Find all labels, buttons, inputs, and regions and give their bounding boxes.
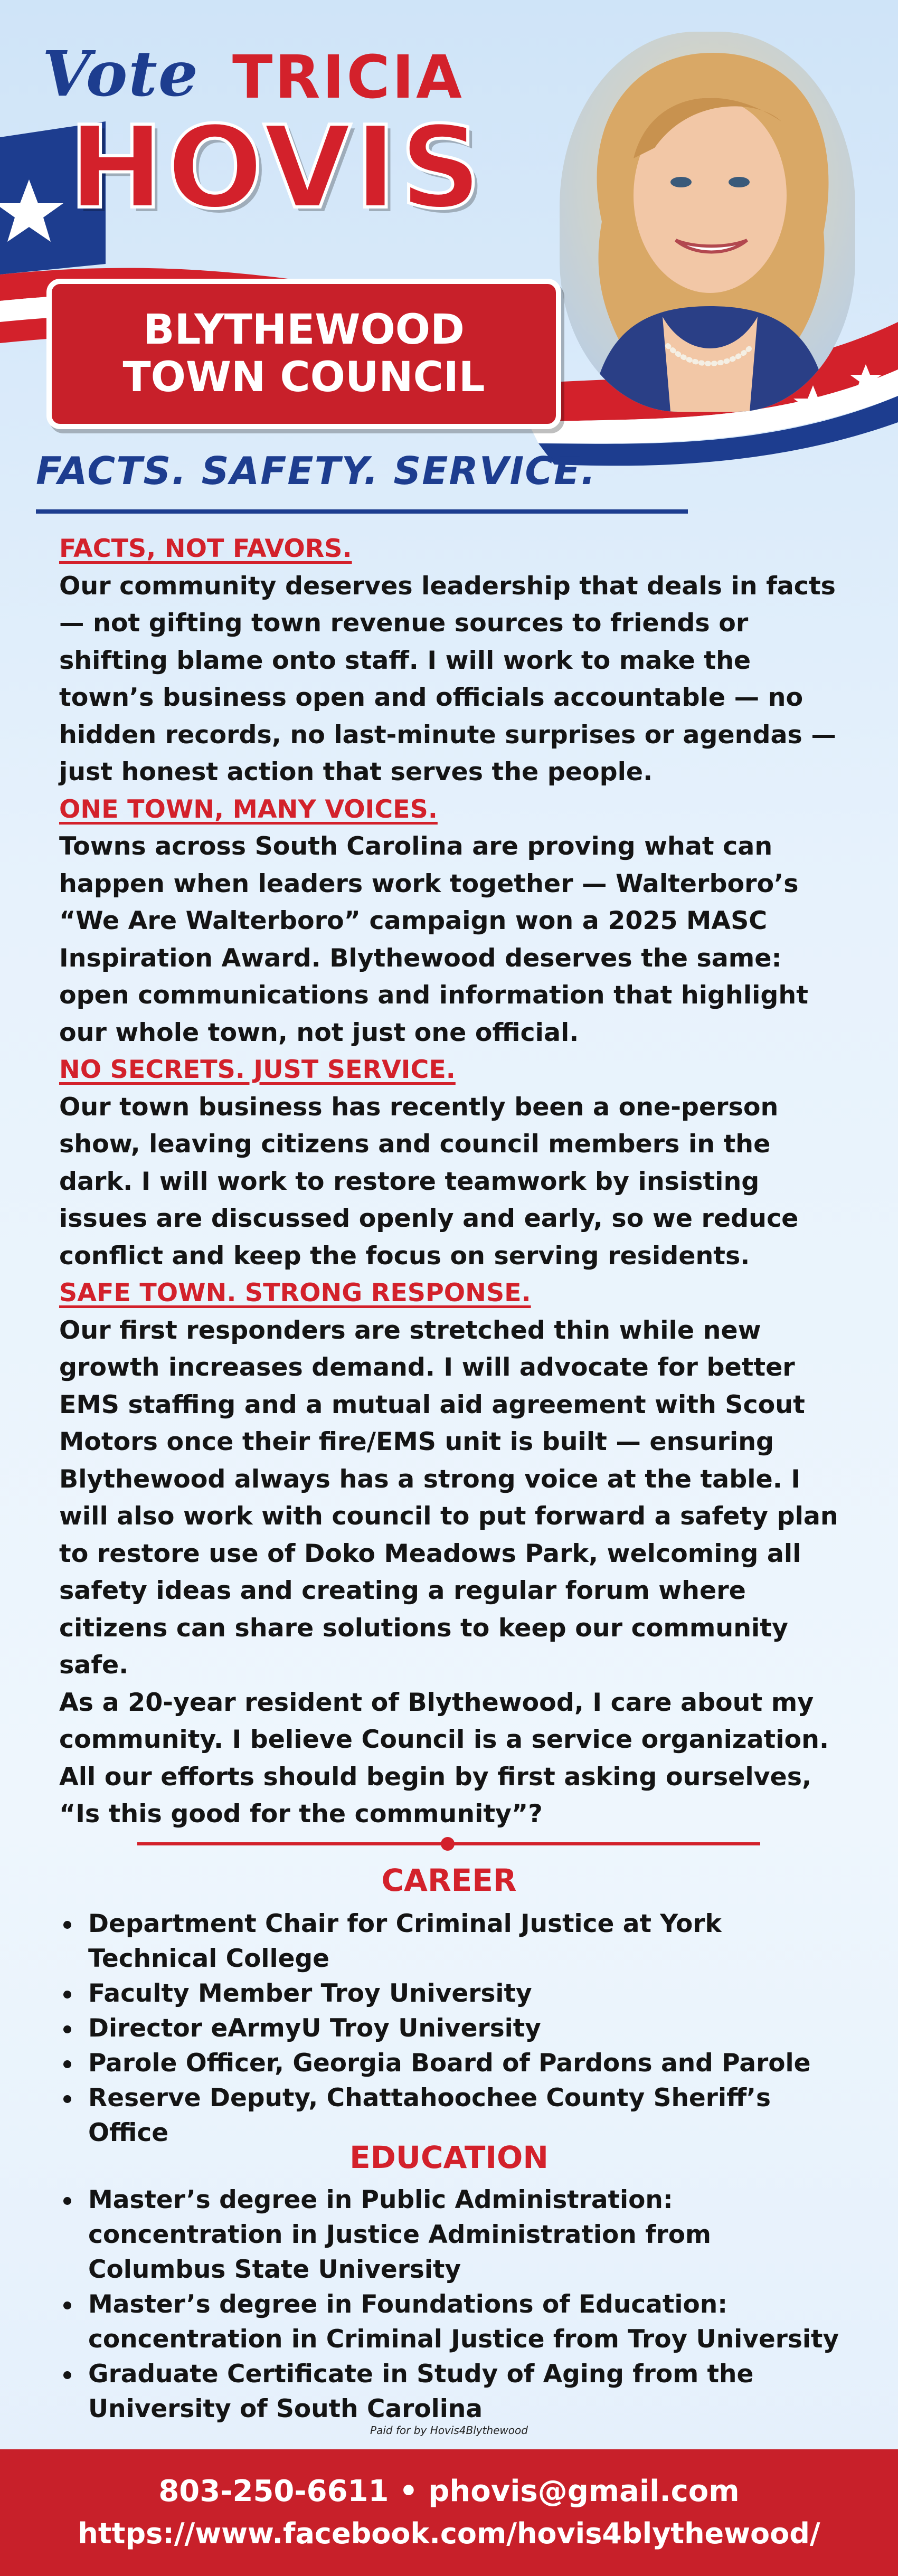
career-title: CAREER	[381, 1862, 517, 1898]
list-item: Master’s degree in Public Administration: concentration in Justice Administration from Columbus State University	[59, 2183, 851, 2287]
list-item: Department Chair for Criminal Justice at York Technical College	[59, 1907, 851, 1976]
section-service	[59, 1052, 851, 1275]
section-heading: SAFE TOWN. STRONG RESPONSE.	[59, 1278, 531, 1308]
office-badge	[46, 279, 561, 429]
section-heading: FACTS, NOT FAVORS.	[59, 534, 352, 563]
section-heading: NO SECRETS. JUST SERVICE.	[59, 1055, 456, 1084]
candidate-last-name: HOVIS	[69, 101, 485, 234]
section-body: Our town business has recently been a one-person show, leaving citizens and council members in the dark. I will work to restore teamwork by insisting issues are discussed openly and early, so we reduce conflict and keep the focus on serving residents.	[59, 1092, 799, 1271]
list-item: Graduate Certificate in Study of Aging from the University of South Carolina	[59, 2357, 851, 2427]
section-body: Our community deserves leadership that deals in facts — not gifting town revenue sources to friends or shifting blame onto staff. I will work to make the town’s business open and officials accountable — no hidden records, no last-minute surprises or agendas — just honest action that serves the people.	[59, 571, 836, 787]
education-title: EDUCATION	[349, 2139, 549, 2175]
contact-line: 803-250-6611 • phovis@gmail.com	[158, 2474, 740, 2508]
paid-for-disclaimer: Paid for by Hovis4Blythewood	[370, 2424, 528, 2437]
facebook-link[interactable]: https://www.facebook.com/hovis4blythewood/	[78, 2517, 820, 2550]
vote-label: Vote	[42, 37, 200, 110]
list-item: Director eArmyU Troy University	[59, 2011, 851, 2046]
section-heading: ONE TOWN, MANY VOICES.	[59, 794, 438, 824]
section-body: Our first responders are stretched thin while new growth increases demand. I will advocate for better EMS staffing and a mutual aid agreement with Scout Motors once their fire/EMS unit is built — ensuring Blythewood always has a strong voice at the table. I will also work with council to put forward a safety plan to restore use of Doko Meadows Park, welcoming all safety ideas and creating a regular forum where citizens can share solutions to keep our community safe.	[59, 1315, 838, 1680]
candidate-first-name: TRICIA	[232, 43, 464, 112]
section-safety	[59, 1275, 851, 1684]
office-line-2: TOWN COUNCIL	[122, 353, 485, 401]
list-item: Faculty Member Troy University	[59, 1976, 851, 2011]
list-item: Master’s degree in Foundations of Education: concentration in Criminal Justice from Troy University	[59, 2287, 851, 2357]
section-facts	[59, 531, 851, 791]
campaign-tagline: FACTS. SAFETY. SERVICE.	[36, 449, 597, 493]
education-list	[59, 2183, 851, 2427]
closing-statement: As a 20-year resident of Blythewood, I care about my community. I believe Council is a service organization. All our efforts should begin by first asking ourselves, “Is this good for the community”?	[59, 1688, 829, 1829]
candidate-portrait	[560, 32, 855, 412]
list-item: Parole Officer, Georgia Board of Pardons and Parole	[59, 2046, 851, 2081]
career-list	[59, 1907, 851, 2151]
divider-dot	[441, 1837, 455, 1851]
section-body: Towns across South Carolina are proving what can happen when leaders work together — Walterboro’s “We Are Walterboro” campaign won a 2025 MASC Inspiration Award. Blythewood deserves the same: open communications and information that highlight our whole town, not just one official.	[59, 832, 808, 1047]
section-voices	[59, 791, 851, 1052]
office-line-1: BLYTHEWOOD	[143, 306, 465, 354]
tagline-underline	[36, 509, 688, 514]
contact-footer	[0, 2449, 898, 2576]
list-item: Reserve Deputy, Chattahoochee County Sheriff’s Office	[59, 2081, 851, 2151]
platform-copy	[59, 531, 851, 1833]
